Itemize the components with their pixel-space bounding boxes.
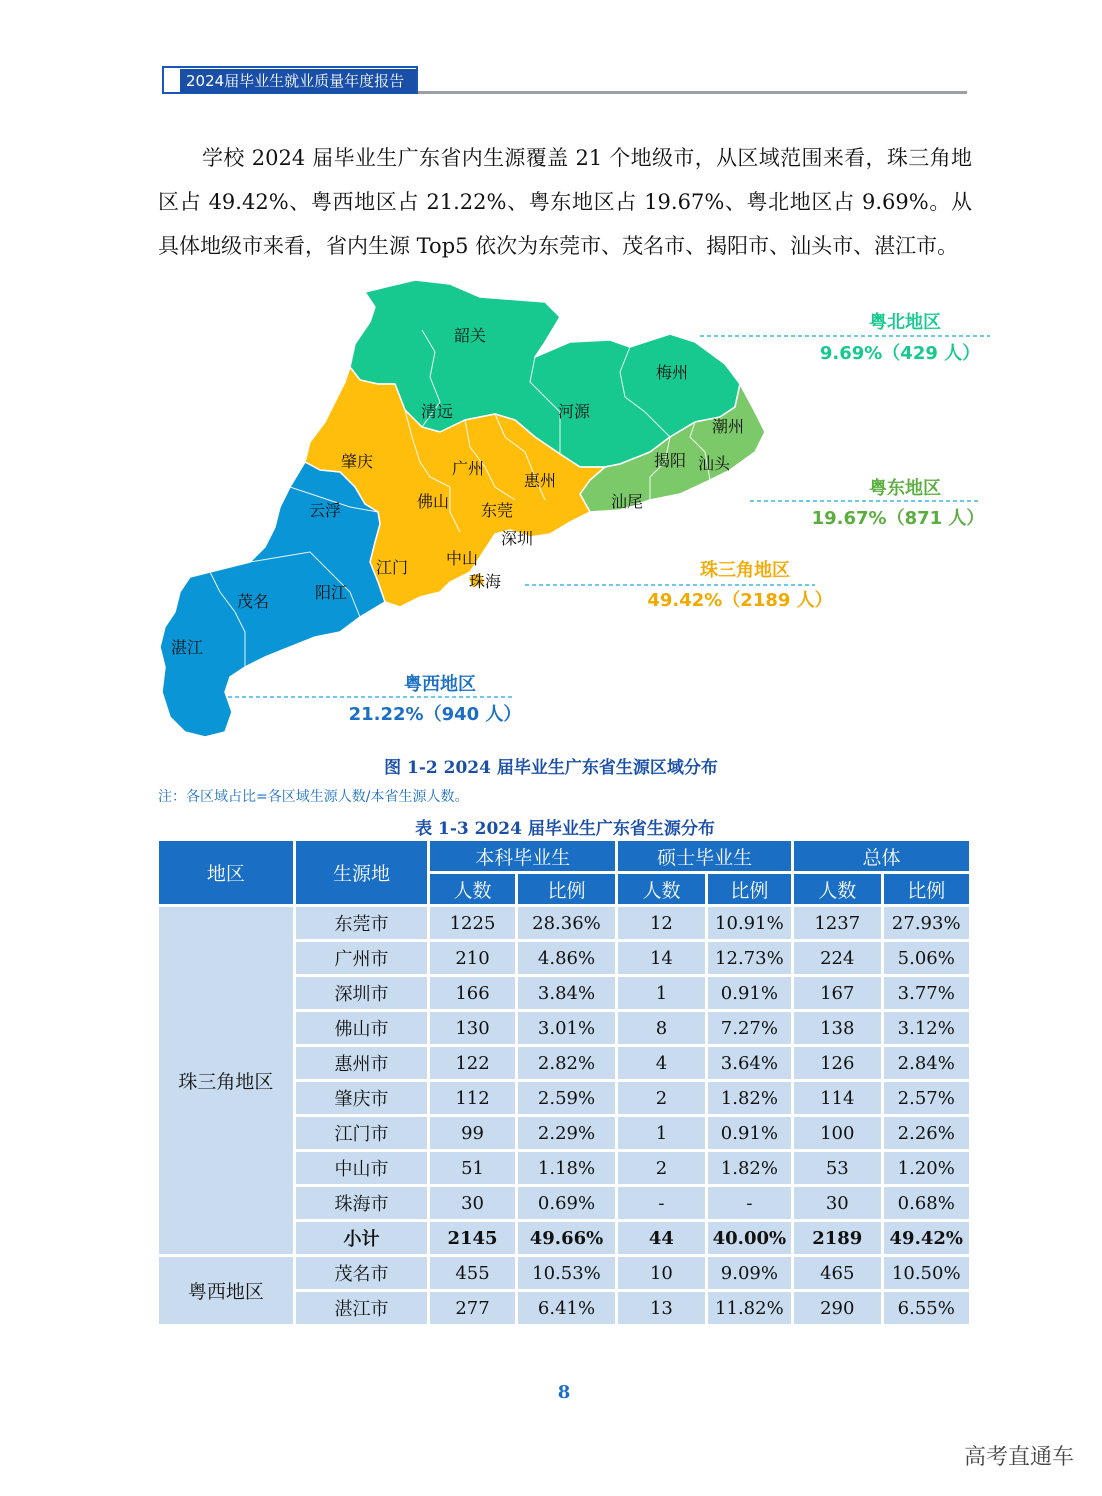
city-cell: 湛江市: [296, 1292, 428, 1324]
map-label-zhaoqing: 肇庆: [340, 452, 374, 471]
region-value-west: 21.22%（940 人）: [348, 704, 522, 725]
watermark: 高考直通车: [963, 1445, 1074, 1470]
cell: 51: [430, 1152, 514, 1184]
cell: 2.29%: [518, 1117, 616, 1149]
cell: 13: [618, 1292, 704, 1324]
cell: 138: [794, 1012, 880, 1044]
page-number: 8: [557, 1382, 571, 1403]
cell: 12: [618, 907, 704, 939]
header-master: 硕士毕业生: [618, 841, 791, 871]
cell: 2.26%: [884, 1117, 970, 1149]
map-label-chaozhou: 潮州: [711, 417, 745, 436]
region-cell: 珠三角地区: [159, 907, 293, 1254]
header-region: 地区: [159, 841, 293, 904]
cell: 49.42%: [884, 1222, 970, 1254]
cell: 2.59%: [518, 1082, 616, 1114]
map-label-meizhou: 梅州: [655, 363, 689, 382]
cell: 14: [618, 942, 704, 974]
cell: 7.27%: [708, 1012, 791, 1044]
city-cell: 肇庆市: [296, 1082, 428, 1114]
cell: 465: [794, 1257, 880, 1289]
cell: 1225: [430, 907, 514, 939]
region-value-prd: 49.42%（2189 人）: [647, 590, 833, 611]
body-paragraph: [158, 136, 972, 268]
header-ratio: 比例: [518, 874, 616, 904]
header-bachelor: 本科毕业生: [430, 841, 615, 871]
cell: 44: [618, 1222, 704, 1254]
cell: 100: [794, 1117, 880, 1149]
map-label-zhuhai: 珠海: [468, 572, 502, 591]
cell: 5.06%: [884, 942, 970, 974]
header-count: 人数: [794, 874, 880, 904]
city-cell: 茂名市: [296, 1257, 428, 1289]
cell: 112: [430, 1082, 514, 1114]
cell: 0.91%: [708, 1117, 791, 1149]
cell: 8: [618, 1012, 704, 1044]
city-cell: 东莞市: [296, 907, 428, 939]
cell: 1.18%: [518, 1152, 616, 1184]
cell: 12.73%: [708, 942, 791, 974]
map-label-shanwei: 汕尾: [610, 492, 644, 511]
cell: 4: [618, 1047, 704, 1079]
cell: 290: [794, 1292, 880, 1324]
map-label-dongguan: 东莞: [480, 501, 514, 520]
cell: 1.20%: [884, 1152, 970, 1184]
cell: 122: [430, 1047, 514, 1079]
city-cell: 佛山市: [296, 1012, 428, 1044]
header-count: 人数: [430, 874, 514, 904]
cell: 4.86%: [518, 942, 616, 974]
figure-caption: 图 1-2 2024 届毕业生广东省生源区域分布: [384, 758, 718, 778]
cell: 6.55%: [884, 1292, 970, 1324]
cell: 10.53%: [518, 1257, 616, 1289]
map-label-yangjiang: 阳江: [314, 583, 348, 602]
city-cell: 江门市: [296, 1117, 428, 1149]
map-label-shantou: 汕头: [697, 454, 731, 473]
cell: 1: [618, 1117, 704, 1149]
cell: 2.82%: [518, 1047, 616, 1079]
cell: 1.82%: [708, 1082, 791, 1114]
city-cell: 广州市: [296, 942, 428, 974]
table-row: [159, 1257, 969, 1289]
cell: 1237: [794, 907, 880, 939]
cell: 2.84%: [884, 1047, 970, 1079]
cell: 1: [618, 977, 704, 1009]
cell: 210: [430, 942, 514, 974]
cell: 224: [794, 942, 880, 974]
map-label-zhongshan: 中山: [445, 549, 479, 568]
cell: 2: [618, 1152, 704, 1184]
cell: 10: [618, 1257, 704, 1289]
city-cell: 中山市: [296, 1152, 428, 1184]
header-count: 人数: [618, 874, 704, 904]
cell: 10.91%: [708, 907, 791, 939]
cell: 10.50%: [884, 1257, 970, 1289]
region-value-north: 9.69%（429 人）: [819, 343, 981, 364]
cell: 53: [794, 1152, 880, 1184]
header-ratio: 比例: [884, 874, 970, 904]
cell: 114: [794, 1082, 880, 1114]
map-region-west: [160, 462, 385, 737]
cell: 2189: [794, 1222, 880, 1254]
cell: 130: [430, 1012, 514, 1044]
cell: 3.01%: [518, 1012, 616, 1044]
cell: 126: [794, 1047, 880, 1079]
region-value-east: 19.67%（871 人）: [811, 508, 985, 529]
map-label-foshan: 佛山: [416, 492, 450, 511]
cell: 49.66%: [518, 1222, 616, 1254]
header-title: 2024届毕业生就业质量年度报告: [180, 69, 416, 93]
cell: 277: [430, 1292, 514, 1324]
cell: -: [618, 1187, 704, 1219]
cell: -: [708, 1187, 791, 1219]
map-label-maoming: 茂名: [236, 592, 270, 611]
cell: 11.82%: [708, 1292, 791, 1324]
header-origin: 生源地: [296, 841, 428, 904]
cell: 99: [430, 1117, 514, 1149]
figure-note: 注：各区域占比=各区域生源人数/本省生源人数。: [158, 789, 469, 805]
map-label-qingyuan: 清远: [420, 402, 454, 421]
cell: 3.77%: [884, 977, 970, 1009]
city-cell: 惠州市: [296, 1047, 428, 1079]
map-label-heyuan: 河源: [557, 402, 591, 421]
cell: 3.64%: [708, 1047, 791, 1079]
region-name-east: 粤东地区: [869, 478, 941, 499]
cell: 2: [618, 1082, 704, 1114]
cell: 30: [430, 1187, 514, 1219]
origin-table: [156, 838, 972, 1327]
header-rule: [418, 91, 967, 94]
cell: 2145: [430, 1222, 514, 1254]
table-title: 表 1-3 2024 届毕业生广东省生源分布: [415, 819, 715, 839]
map-label-shenzhen: 深圳: [500, 529, 534, 548]
cell: 27.93%: [884, 907, 970, 939]
cell: 0.69%: [518, 1187, 616, 1219]
map-svg: [150, 272, 1010, 752]
cell: 28.36%: [518, 907, 616, 939]
cell: 40.00%: [708, 1222, 791, 1254]
cell: 3.12%: [884, 1012, 970, 1044]
cell: 2.57%: [884, 1082, 970, 1114]
cell: 167: [794, 977, 880, 1009]
cell: 30: [794, 1187, 880, 1219]
city-cell: 深圳市: [296, 977, 428, 1009]
region-name-north: 粤北地区: [869, 312, 941, 333]
cell: 1.82%: [708, 1152, 791, 1184]
region-name-west: 粤西地区: [404, 674, 476, 695]
map-label-yunfu: 云浮: [308, 501, 342, 520]
cell: 0.68%: [884, 1187, 970, 1219]
header-ratio: 比例: [708, 874, 791, 904]
map-label-zhanjiang: 湛江: [170, 638, 204, 657]
region-name-prd: 珠三角地区: [700, 560, 790, 581]
table-row: [159, 907, 969, 939]
map-label-shaoguan: 韶关: [453, 326, 487, 345]
cell: 9.09%: [708, 1257, 791, 1289]
header-total: 总体: [794, 841, 969, 871]
map-label-jiangmen: 江门: [375, 558, 409, 577]
map-label-guangzhou: 广州: [451, 459, 485, 478]
cell: 3.84%: [518, 977, 616, 1009]
map-label-jieyang: 揭阳: [653, 451, 687, 470]
paragraph-text: 学校 2024 届毕业生广东省内生源覆盖 21 个地级市，从区域范围来看，珠三角地区占 49.42%、粤西地区占 21.22%、粤东地区占 19.67%、粤北地区占 9.69%。从具体地级市来看，省内生源 Top5 依次为东莞市、茂名市、揭阳市、汕头市、湛江市。: [158, 146, 972, 258]
cell: 166: [430, 977, 514, 1009]
cell: 6.41%: [518, 1292, 616, 1324]
city-cell: 珠海市: [296, 1187, 428, 1219]
guangdong-map: [150, 272, 1010, 756]
cell: 455: [430, 1257, 514, 1289]
cell: 0.91%: [708, 977, 791, 1009]
region-cell: 粤西地区: [159, 1257, 293, 1324]
map-label-huizhou: 惠州: [523, 471, 557, 490]
page-header: [162, 66, 967, 98]
subtotal-label: 小计: [296, 1222, 428, 1254]
